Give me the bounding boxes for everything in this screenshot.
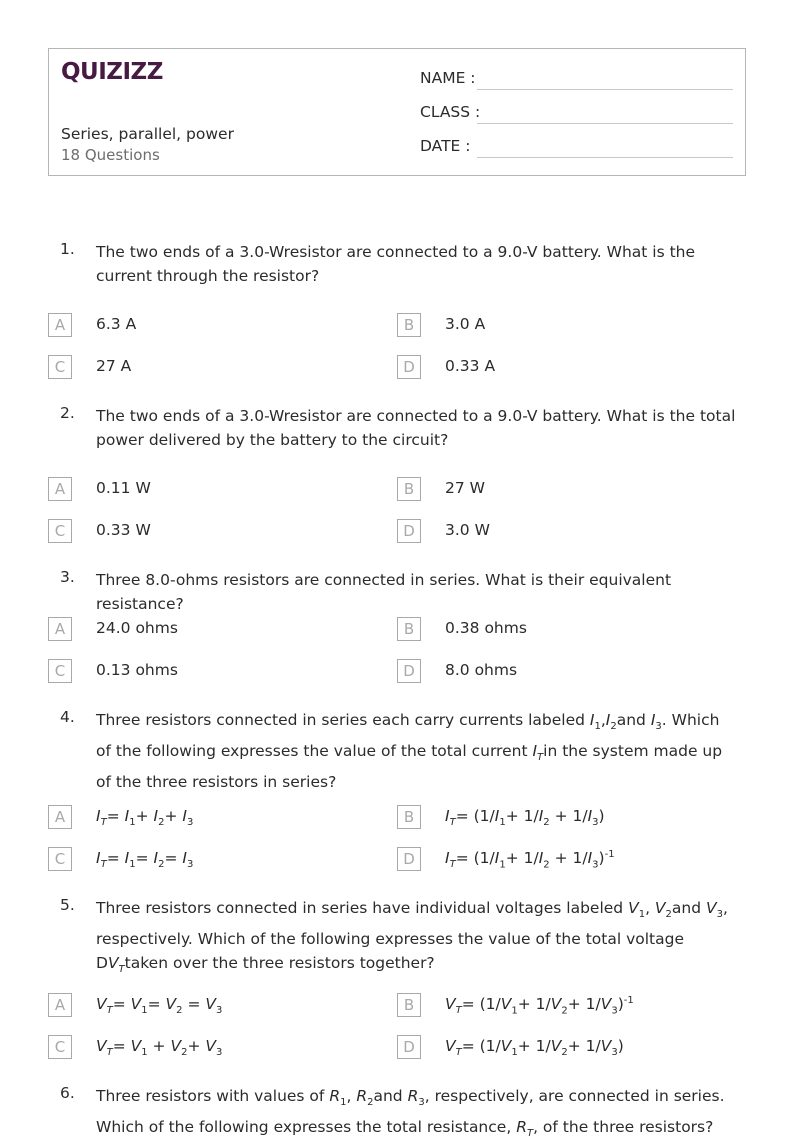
option-text: 27 A — [96, 357, 132, 375]
option-letter-box[interactable]: D — [397, 355, 421, 379]
date-field[interactable] — [477, 157, 733, 158]
question-text: Three resistors connected in series have individual voltages labeled $V_1$, $V_2and$ $V_3$, respectively. Which of the following expresses the value of the total voltage $DV_Ttaken$ over the three resistors together? — [96, 899, 728, 976]
option-letter-box[interactable]: C — [48, 519, 72, 543]
name-field[interactable] — [477, 89, 733, 90]
option-letter-box[interactable]: A — [48, 993, 72, 1017]
question-number: 6. — [60, 1084, 75, 1102]
option-text: $I_T= (1/I_1+ 1/I_2 + 1/I_3)$ — [445, 807, 605, 829]
option-text: $I_T= I_1= I_2= I_3$ — [96, 849, 194, 871]
option-letter-box[interactable]: A — [48, 805, 72, 829]
option-text: 8.0 ohms — [445, 661, 518, 679]
option-letter-box[interactable]: A — [48, 617, 72, 641]
question-number: 3. — [60, 568, 75, 586]
option-letter-box[interactable]: C — [48, 847, 72, 871]
option-letter-box[interactable]: A — [48, 313, 72, 337]
question-number: 5. — [60, 896, 75, 914]
option-letter-box[interactable]: B — [397, 477, 421, 501]
option-text: 0.13 ohms — [96, 661, 178, 679]
worksheet-title: Series, parallel, power — [61, 125, 234, 143]
option-text: 27 W — [445, 479, 485, 497]
question-number: 1. — [60, 240, 75, 258]
option-text: 0.38 ohms — [445, 619, 527, 637]
option-letter-box[interactable]: D — [397, 519, 421, 543]
question-text: Three resistors with values of $R_1$, $R_2and$ $R_3$, respectively, are connected in series. Which of the following expresses the total resistance, $R_T$, of the three resistors? — [96, 1087, 725, 1140]
option-text: 6.3 A — [96, 315, 137, 333]
question-number: 4. — [60, 708, 75, 726]
option-letter-box[interactable]: D — [397, 659, 421, 683]
option-text: $I_T= (1/I_1+ 1/I_2 + 1/I_3)^{-1}$ — [445, 849, 615, 871]
option-letter-box[interactable]: B — [397, 993, 421, 1017]
option-letter-box[interactable]: C — [48, 1035, 72, 1059]
class-field[interactable] — [477, 123, 733, 124]
option-text: $V_T= V_1 + V_2+ V_3$ — [96, 1037, 223, 1059]
option-letter-box[interactable]: D — [397, 1035, 421, 1059]
option-text: 0.33 A — [445, 357, 496, 375]
option-letter-box[interactable]: C — [48, 659, 72, 683]
option-letter-box[interactable]: D — [397, 847, 421, 871]
quizizz-logo: QUIZIZZ — [61, 59, 163, 85]
question-text: The two ends of a 3.0-Wresistor are connected to a 9.0-V battery. What is the current through the resistor? — [96, 243, 696, 285]
question-number: 2. — [60, 404, 75, 422]
option-text: $V_T= (1/V_1+ 1/V_2+ 1/V_3)^{-1}$ — [445, 995, 634, 1017]
option-text: 3.0 W — [445, 521, 490, 539]
option-text: $V_T= V_1= V_2 = V_3$ — [96, 995, 223, 1017]
class-label: CLASS : — [420, 103, 481, 121]
option-text: 0.33 W — [96, 521, 151, 539]
option-text: $I_T= I_1+ I_2+ I_3$ — [96, 807, 194, 829]
question-text: Three resistors connected in series each carry currents labeled $I_1,I_2and$ $I_3$. Which of the following expresses the value of the total current $I_Tin$ the system made up of the three resistors in series? — [96, 711, 723, 792]
date-label: DATE : — [420, 137, 471, 155]
name-label: NAME : — [420, 69, 476, 87]
option-letter-box[interactable]: C — [48, 355, 72, 379]
option-text: 0.11 W — [96, 479, 151, 497]
option-letter-box[interactable]: B — [397, 313, 421, 337]
option-letter-box[interactable]: A — [48, 477, 72, 501]
question-count: 18 Questions — [61, 146, 160, 164]
worksheet-header — [48, 48, 746, 176]
question-text: The two ends of a 3.0-Wresistor are connected to a 9.0-V battery. What is the total power delivered by the battery to the circuit? — [96, 407, 736, 449]
option-letter-box[interactable]: B — [397, 617, 421, 641]
option-text: 3.0 A — [445, 315, 486, 333]
option-text: 24.0 ohms — [96, 619, 178, 637]
option-text: $V_T= (1/V_1+ 1/V_2+ 1/V_3)$ — [445, 1037, 624, 1059]
option-letter-box[interactable]: B — [397, 805, 421, 829]
question-text: Three 8.0-ohms resistors are connected in series. What is their equivalent resistance? — [96, 571, 672, 613]
